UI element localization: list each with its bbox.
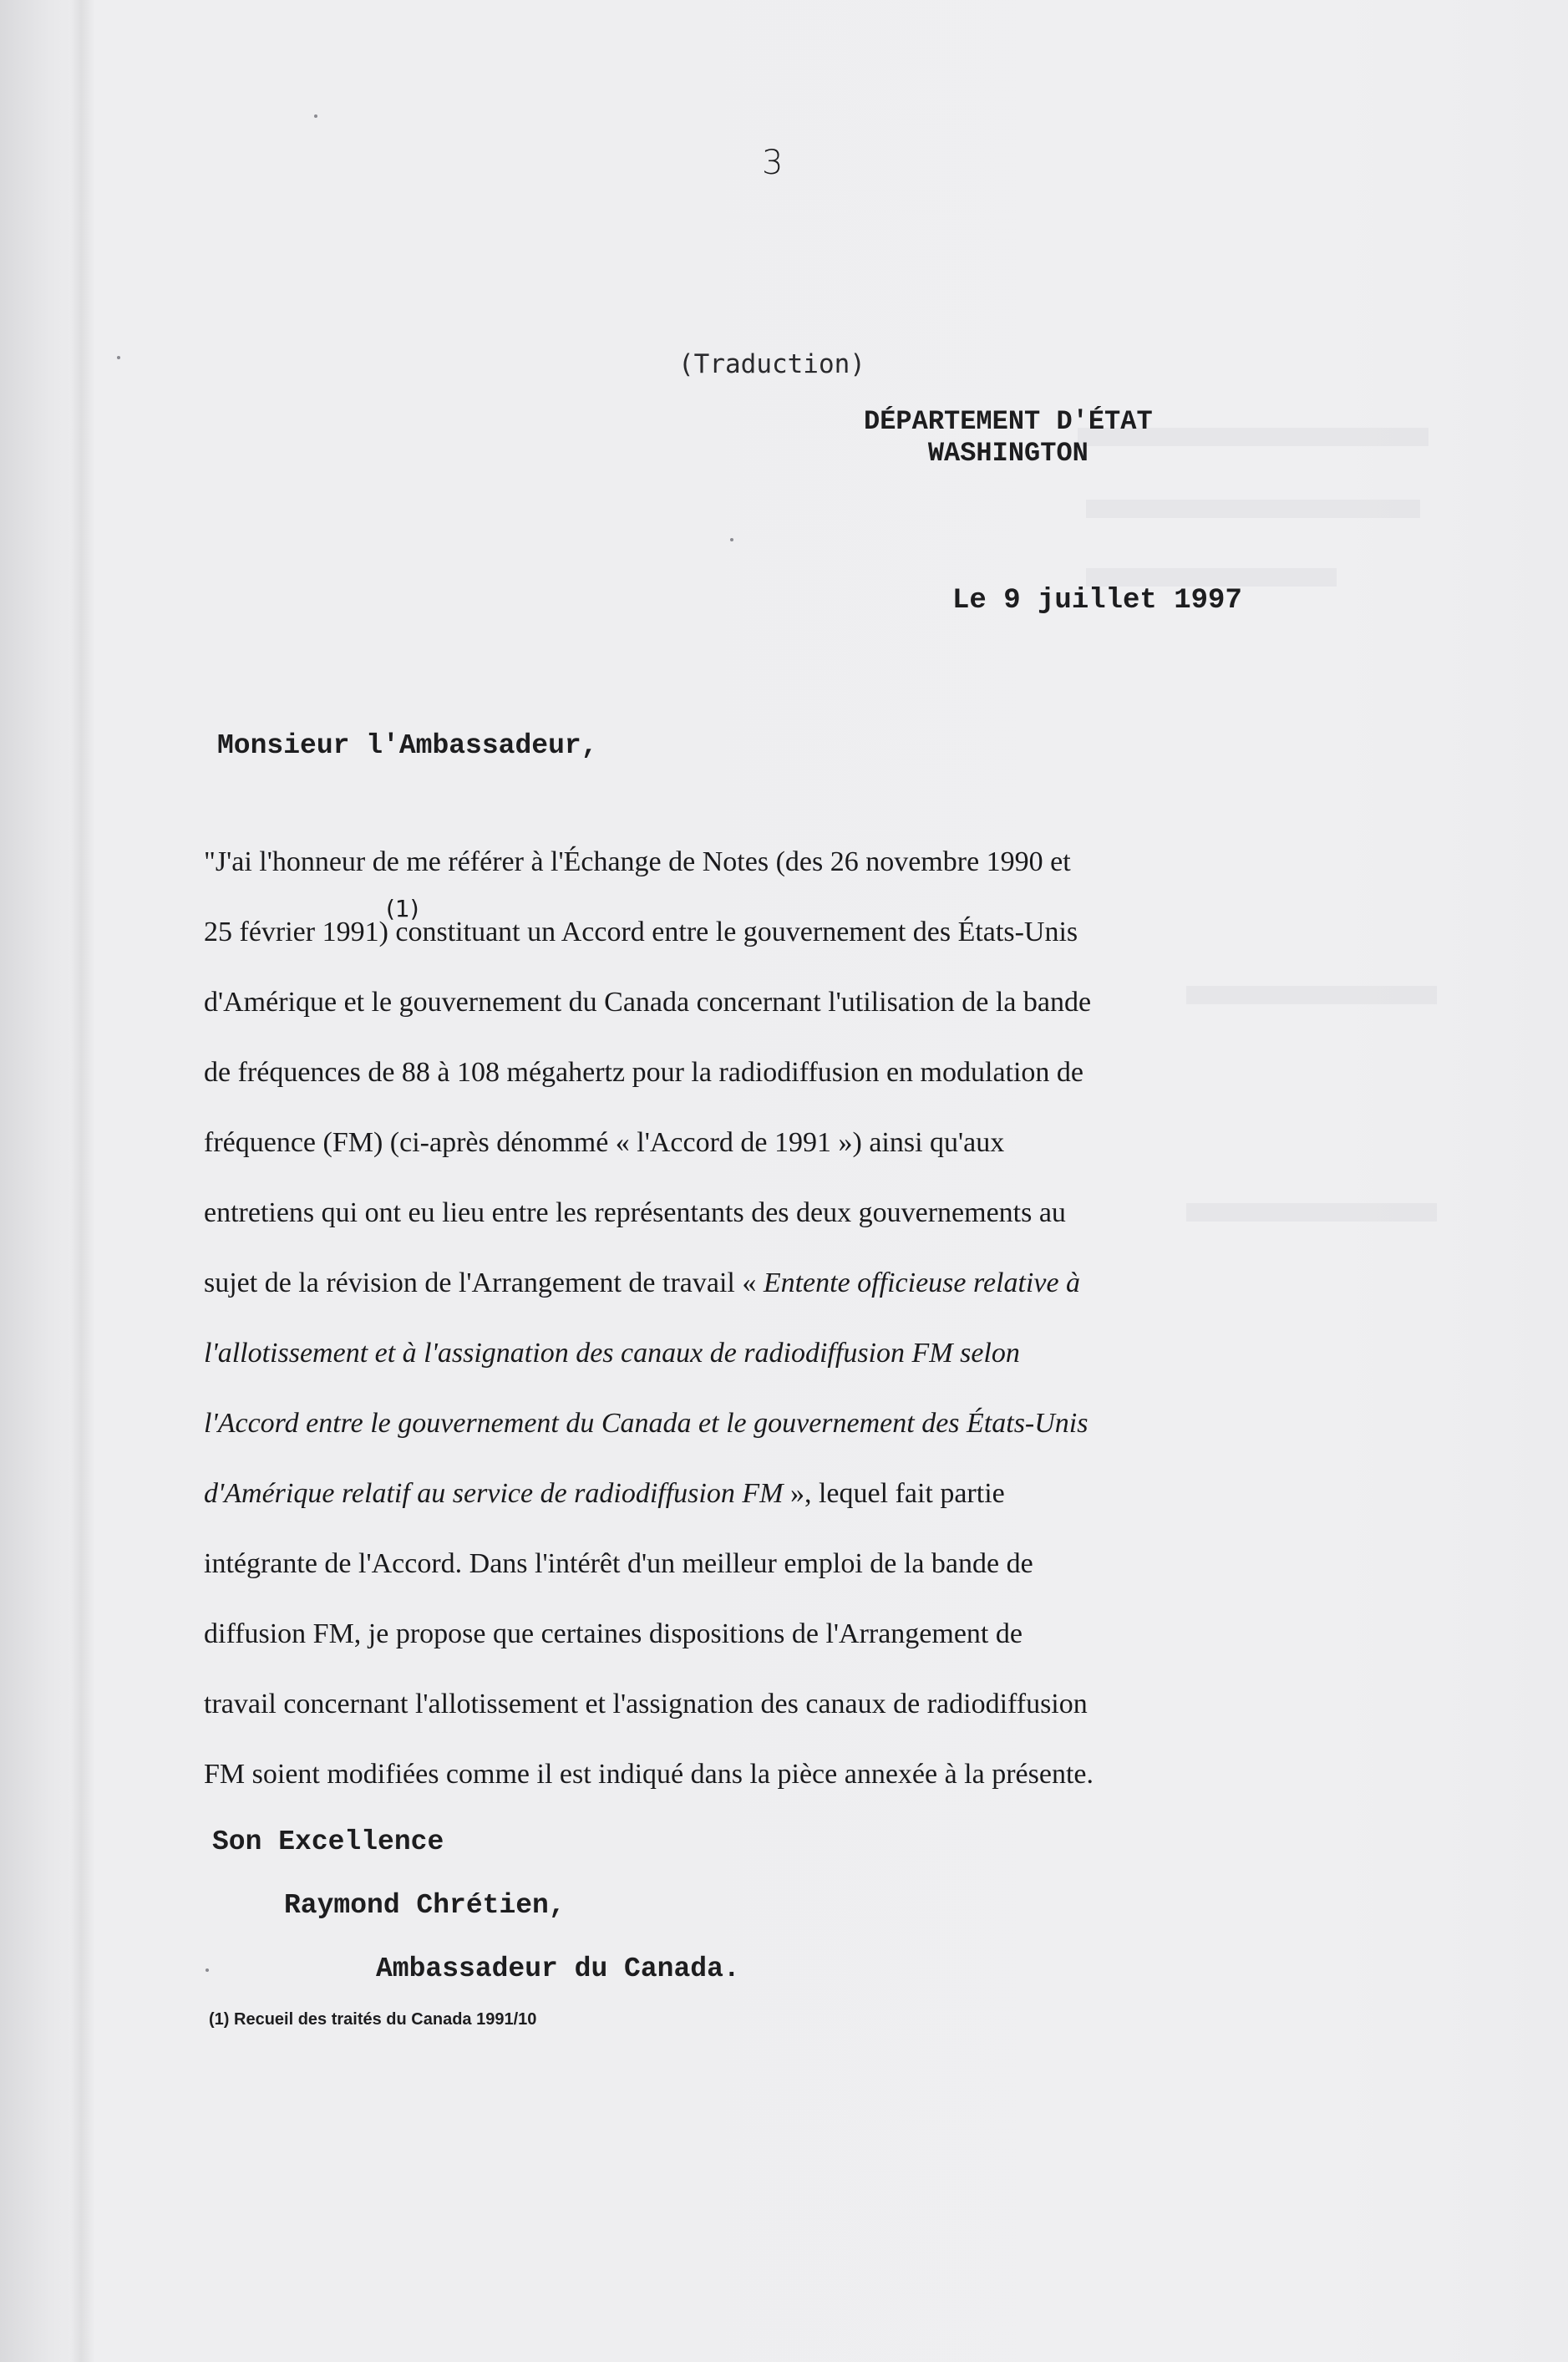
body-line: d'Amérique et le gouvernement du Canada concernant l'utilisation de la bande <box>204 987 1092 1018</box>
body-line <box>204 1248 1236 1318</box>
footnote: (1) Recueil des traités du Canada 1991/10 <box>209 2010 537 2029</box>
paper-speck <box>730 538 733 541</box>
body-line <box>204 1389 1236 1459</box>
italic-title: l'Accord entre le gouvernement du Canada et le gouvernement des États-Unis <box>204 1408 1088 1439</box>
department-heading <box>864 406 1153 470</box>
body-line: entretiens qui ont eu lieu entre les représentants des deux gouvernements au <box>204 1197 1066 1228</box>
body-line: FM soient modifiées comme il est indiqué dans la pièce annexée à la présente. <box>204 1759 1094 1790</box>
addressee-title: Son Excellence <box>212 1826 444 1857</box>
body-line <box>204 1318 1236 1389</box>
paper-speck <box>206 1968 209 1972</box>
letter-date: Le 9 juillet 1997 <box>952 585 1242 617</box>
letter-body <box>204 827 1236 1810</box>
italic-title: Entente officieuse relative à <box>763 1267 1081 1298</box>
body-line: intégrante de l'Accord. Dans l'intérêt d'un meilleur emploi de la bande de <box>204 1548 1033 1579</box>
italic-title: d'Amérique relatif au service de radiodiffusion FM <box>204 1478 784 1509</box>
body-line <box>204 1459 1236 1529</box>
footnote-marker: (1) <box>386 895 419 922</box>
body-line: travail concernant l'allotissement et l'assignation des canaux de radiodiffusion <box>204 1689 1088 1719</box>
body-line: fréquence (FM) (ci-après dénommé « l'Accord de 1991 ») ainsi qu'aux <box>204 1127 1005 1158</box>
body-line-text: », lequel fait partie <box>783 1478 1005 1509</box>
bleed-through-line <box>1086 500 1420 518</box>
addressee-position: Ambassadeur du Canada. <box>376 1953 740 1984</box>
body-line-text: sujet de la révision de l'Arrangement de travail « <box>204 1267 764 1298</box>
page-number: 3 <box>762 144 784 182</box>
body-line: "J'ai l'honneur de me référer à l'Échange de Notes (des 26 novembre 1990 et <box>204 846 1071 877</box>
salutation: Monsieur l'Ambassadeur, <box>217 730 598 761</box>
paper-speck <box>117 356 120 359</box>
italic-title: l'allotissement et à l'assignation des canaux de radiodiffusion FM selon <box>204 1338 1020 1369</box>
bleed-through-line <box>1086 568 1337 587</box>
body-line: diffusion FM, je propose que certaines dispositions de l'Arrangement de <box>204 1618 1022 1649</box>
body-line: de fréquences de 88 à 108 mégahertz pour la radiodiffusion en modulation de <box>204 1057 1084 1088</box>
body-line-text: 25 février 1991) constituant un Accord entre le gouvernement des États-Unis <box>204 917 1078 947</box>
body-line <box>204 897 1236 968</box>
translation-note: (Traduction) <box>678 349 865 379</box>
department-name: DÉPARTEMENT D'ÉTAT <box>864 406 1153 437</box>
department-city: WASHINGTON <box>927 438 1088 469</box>
addressee-name: Raymond Chrétien, <box>284 1890 566 1921</box>
paper-speck <box>314 114 317 118</box>
page-fold-shadow <box>70 0 95 2362</box>
